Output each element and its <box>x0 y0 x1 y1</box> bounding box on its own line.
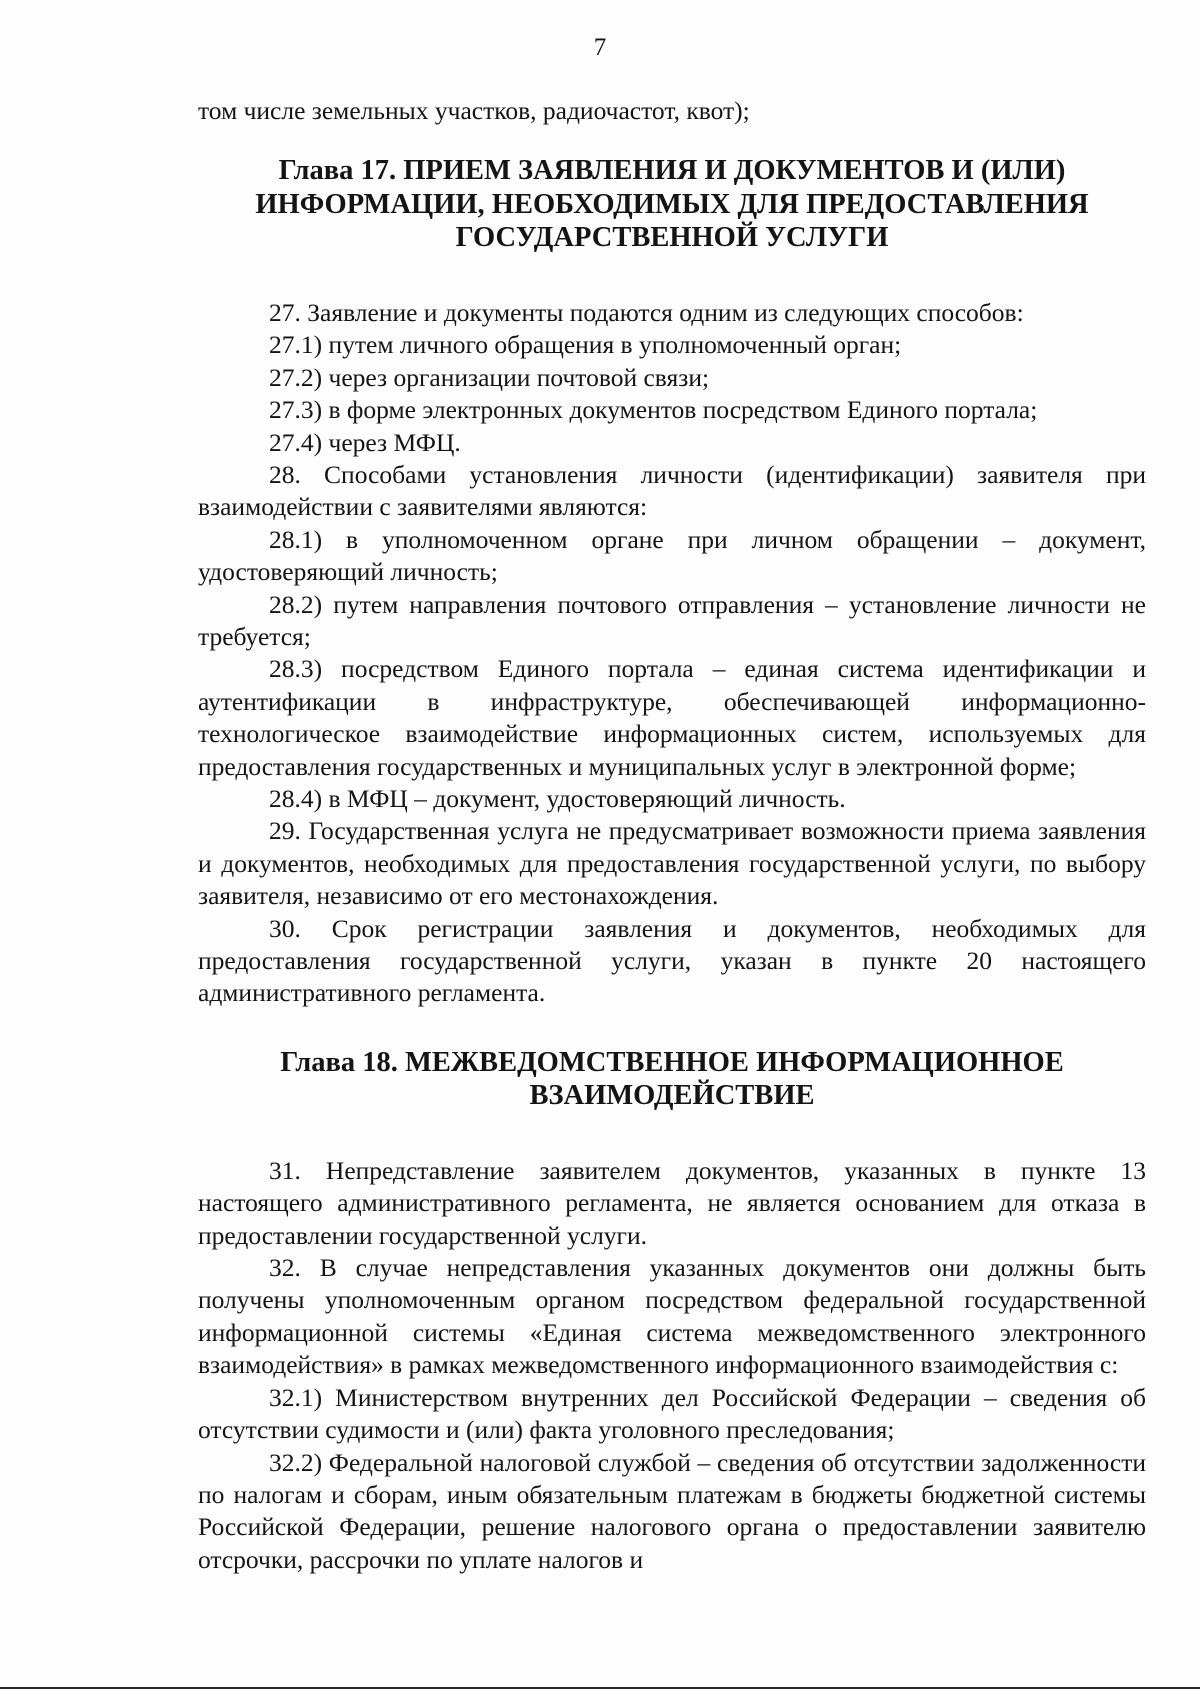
paragraph-27-1: 27.1) путем личного обращения в уполномоченный орган; <box>269 330 902 360</box>
paragraph-27-3: 27.3) в форме электронных документов посредством Единого портала; <box>269 395 1038 425</box>
chapter-18-section <box>198 1155 1146 1576</box>
chapter-17-section <box>198 297 1146 1010</box>
paragraph-28-4: 28.4) в МФЦ – документ, удостоверяющий личность. <box>269 784 846 813</box>
document-body <box>198 95 1146 1576</box>
paragraph-28-3: 28.3) посредством Единого портала – единая система идентификации и аутентификации в инфраструктуре, обеспечивающей информационно-технологическое взаимодействие информационных систем, используемых для предоставления государственных и муниципальных услуг в электронной форме; <box>198 654 1146 781</box>
paragraph-32-2: 32.2) Федеральной налоговой службой – сведения об отсутствии задолженности по налогам и сборам, иным обязательным платежам в бюджеты бюджетной системы Российской Федерации, решение налогового органа о предоставлении заявителю отсрочки, рассрочки по уплате налогов и <box>198 1447 1146 1574</box>
lead-fragment: том числе земельных участков, радиочастот, квот); <box>198 96 750 125</box>
chapter-17-heading: Глава 17. ПРИЕМ ЗАЯВЛЕНИЯ И ДОКУМЕНТОВ И (ИЛИ) ИНФОРМАЦИИ, НЕОБХОДИМЫХ ДЛЯ ПРЕДОСТАВЛЕНИЯ ГОСУДАРСТВЕННОЙ УСЛУГИ <box>255 155 1089 254</box>
paragraph-28: 28. Способами установления личности (идентификации) заявителя при взаимодействии с заявителями являются: <box>198 459 1146 522</box>
paragraph-30: 30. Срок регистрации заявления и документов, необходимых для предоставления государственной услуги, указан в пункте 20 настоящего административного регламента. <box>198 913 1146 1008</box>
bottom-rule <box>0 1687 1200 1689</box>
paragraph-28-1: 28.1) в уполномоченном органе при личном обращении – документ, удостоверяющий личность; <box>198 524 1146 587</box>
paragraph-27-2: 27.2) через организации почтовой связи; <box>269 362 710 392</box>
paragraph-27: 27. Заявление и документы подаются одним из следующих способов: <box>269 297 1024 327</box>
page-number: 7 <box>593 34 607 61</box>
paragraph-32-1: 32.1) Министерством внутренних дел Российской Федерации – сведения об отсутствии судимости и (или) факта уголовного преследования; <box>198 1382 1146 1445</box>
paragraph-27-4: 27.4) через МФЦ. <box>269 427 461 457</box>
chapter-18-heading: Глава 18. МЕЖВЕДОМСТВЕННОЕ ИНФОРМАЦИОННОЕ ВЗАИМОДЕЙСТВИЕ <box>280 1046 1064 1112</box>
paragraph-31: 31. Непредставление заявителем документов, указанных в пункте 13 настоящего административного регламента, не является основанием для отказа в предоставлении государственной услуги. <box>198 1155 1146 1250</box>
paragraph-28-2: 28.2) путем направления почтового отправления – установление личности не требуется; <box>198 589 1146 651</box>
paragraph-29: 29. Государственная услуга не предусматривает возможности приема заявления и документов, необходимых для предоставления государственной услуги, по выбору заявителя, независимо от его местонахождения. <box>198 816 1146 911</box>
paragraph-32: 32. В случае непредставления указанных документов они должны быть получены уполномоченным органом посредством федеральной государственной информационной системы «Единая система межведомственного электронного взаимодействия» в рамках межведомственного информационного взаимодействия с: <box>198 1253 1146 1380</box>
